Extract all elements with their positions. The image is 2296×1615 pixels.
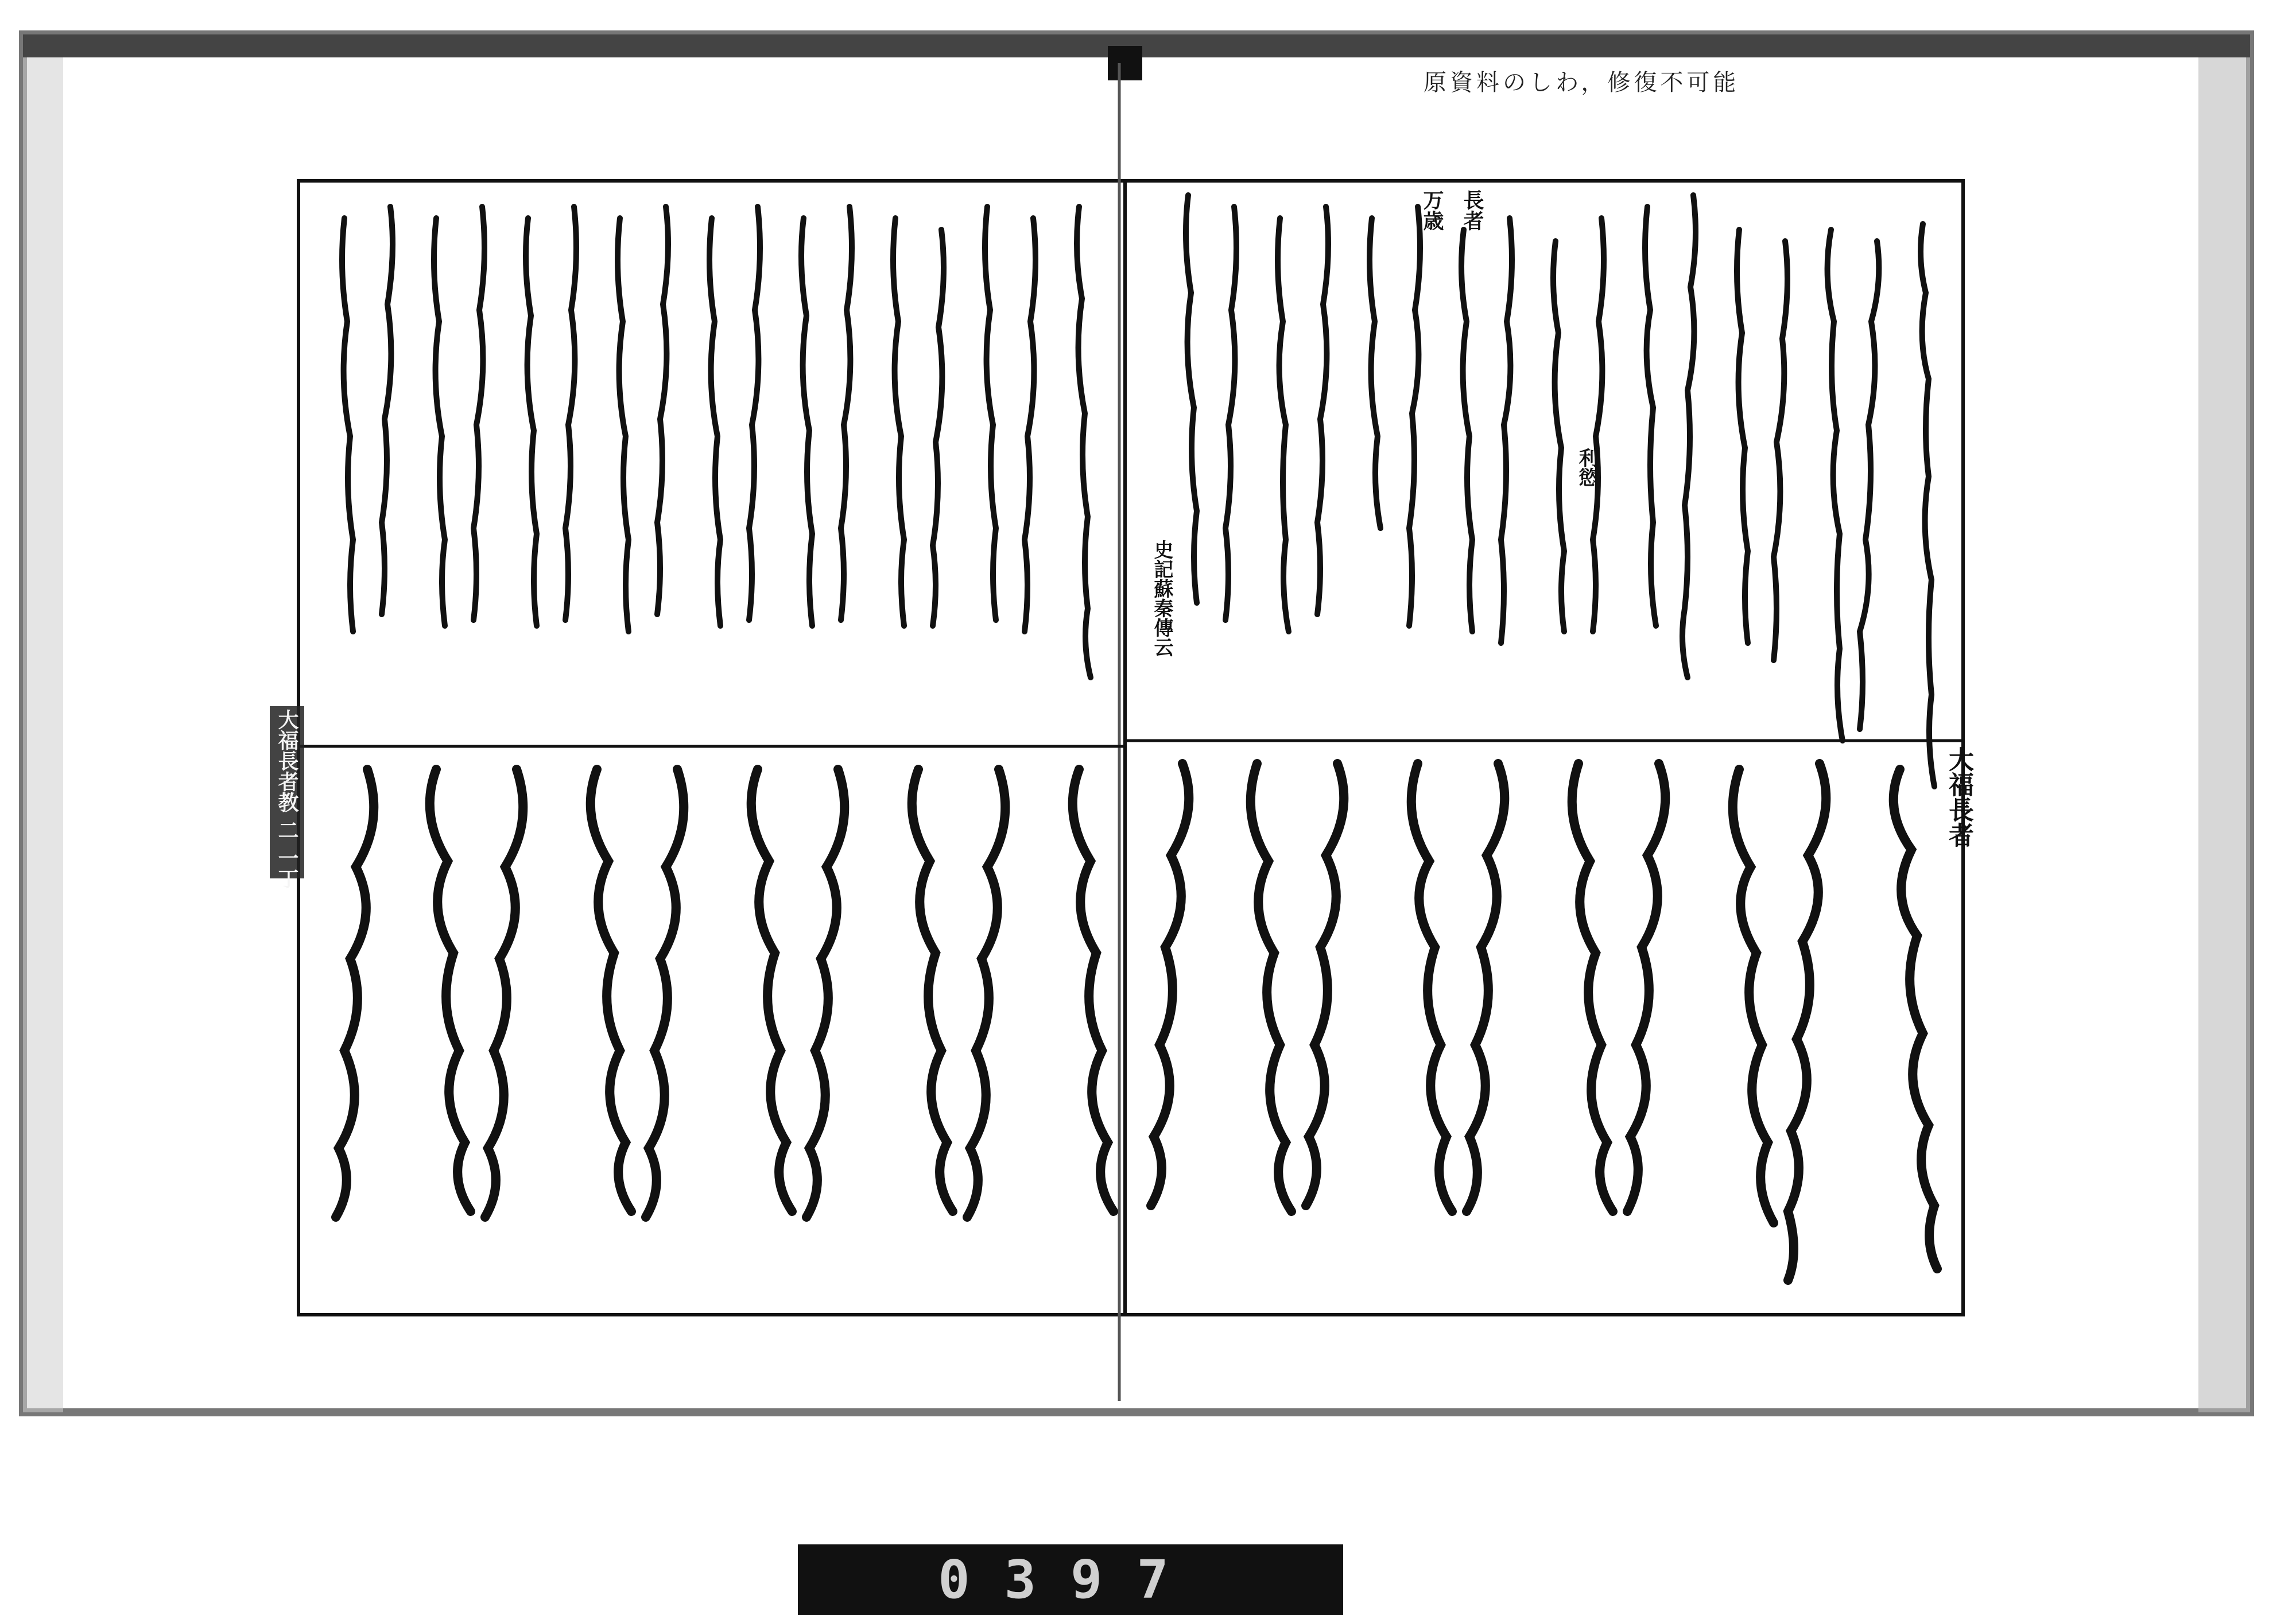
citation-label: 史記蘇秦傳云 (1150, 540, 1173, 657)
frame-number: 0397 (938, 1549, 1203, 1610)
right-page-heading-secondary: 長者 (1460, 189, 1484, 231)
frame-number-plate (798, 1544, 1343, 1615)
left-page-side-label: 大福長者教 二 一丁 (275, 709, 299, 889)
right-page-heading: 大福長者 (1944, 746, 1973, 847)
section-mark: 利慾 (1575, 448, 1598, 487)
right-page-heading-tertiary: 万歳 (1420, 189, 1444, 231)
repair-notice: 原資料のしわ，修復不可能 (1424, 69, 1740, 96)
